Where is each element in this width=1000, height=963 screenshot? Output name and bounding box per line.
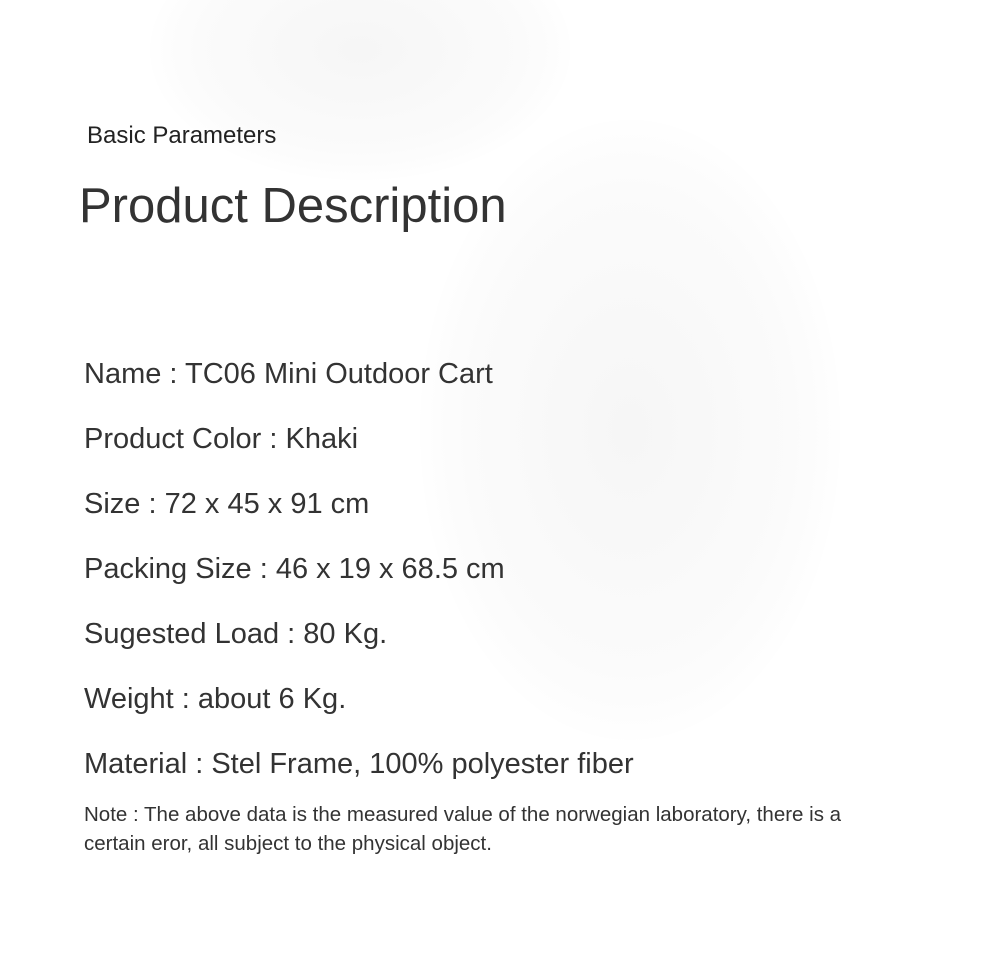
page-title: Product Description	[79, 179, 507, 233]
parameter-packing-size: Packing Size : 46 x 19 x 68.5 cm	[84, 553, 505, 585]
parameter-color: Product Color : Khaki	[84, 423, 359, 455]
parameter-suggested-load: Sugested Load : 80 Kg.	[84, 618, 388, 650]
disclaimer-note: Note : The above data is the measured value of the norwegian laboratory, there is a certain eror, all subject to the physical object.	[84, 803, 842, 855]
background-watermark-shape	[150, 0, 570, 180]
parameter-weight: Weight : about 6 Kg.	[84, 683, 347, 715]
section-subtitle: Basic Parameters	[87, 122, 277, 149]
parameter-list	[84, 355, 634, 810]
parameter-name: Name : TC06 Mini Outdoor Cart	[84, 358, 493, 390]
parameter-size: Size : 72 x 45 x 91 cm	[84, 488, 370, 520]
parameter-material: Material : Stel Frame, 100% polyester fiber	[84, 748, 634, 780]
